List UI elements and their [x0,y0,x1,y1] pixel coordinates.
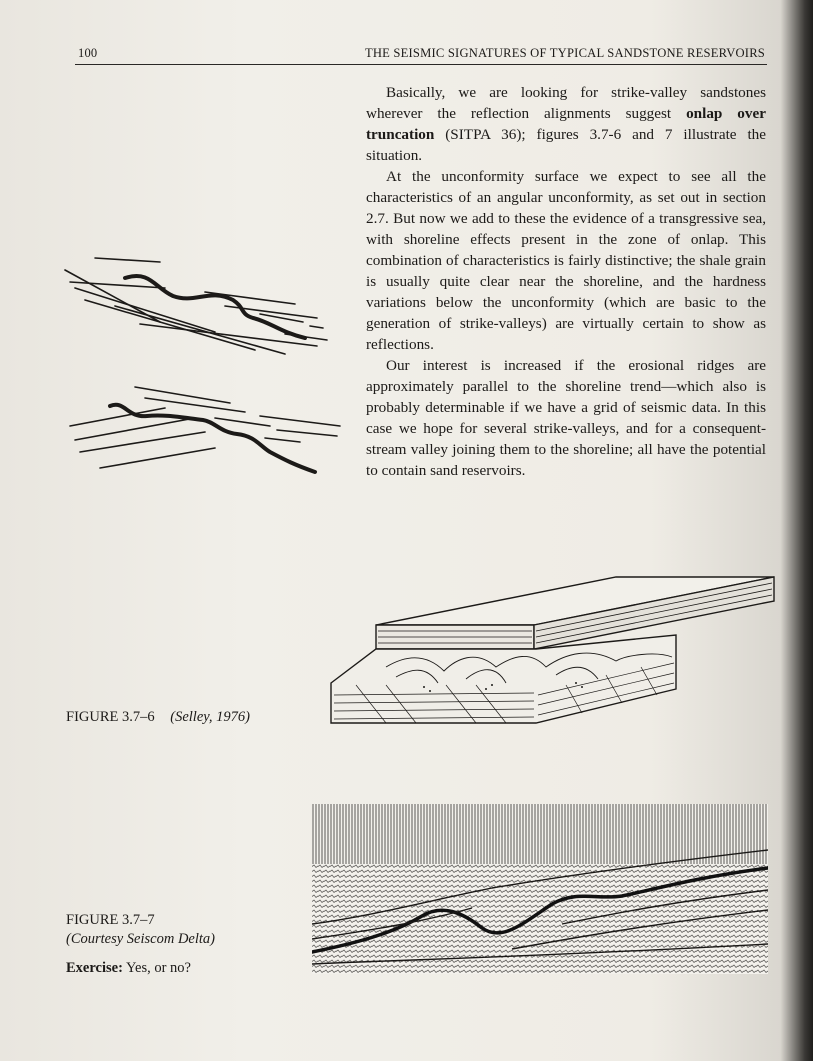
figure-6-caption [66,709,250,726]
stratum-line [85,300,255,350]
exercise-text: Yes, or no? [122,960,191,976]
stratum-line [215,418,270,426]
running-head-title: THE SEISMIC SIGNATURES OF TYPICAL SANDSTONE RESERVOIRS [364,46,765,60]
paragraph-3: Our interest is increased if the erosional ridges are approximately parallel to the shoreline trend—which also is probably determinable if we have a grid of seismic data. In this case we hope for several strike-valleys, and for a consequent-stream valley joining them to the shoreline; all have the potential to contain sand reservoirs. [366,357,766,479]
unconformity-line [125,276,305,338]
stratum-line [135,387,230,403]
seismic-section-figure [312,804,768,974]
shallow-traces [312,804,768,864]
body-text [366,82,766,481]
figure-7-caption [66,911,215,949]
exercise-label: Exercise: [66,960,123,976]
block-diagram-figure [326,575,776,725]
stratum-line [145,398,245,412]
figure-7-label: FIGURE 3.7–7 [66,912,155,928]
paragraph-2: At the unconformity surface we expect to see all the characteristics of an angular unconformity, as set out in section 2.7. But now we add to these the evidence of a transgressive sea, with shoreline effects present in the zone of onlap. This combination of characteristics is fairly distinctive; the shale grain is usually quite clear near the shoreline, and the hardness variations below the unconformity (which are basic to the generation of strike-valleys) are virtually certain to show as reflections. [366,168,766,353]
stratum-line [277,430,337,436]
stratum-line [100,448,215,468]
key-term: onlap over truncation [366,105,766,143]
running-header [75,44,767,65]
figure-7-source: (Courtesy Seiscom Delta) [66,931,215,947]
page-number: 100 [78,46,98,60]
unconformity-line [110,405,315,472]
figure-6-source: (Selley, 1976) [170,709,250,725]
paragraph-1: Basically, we are looking for strike-valley sandstones wherever the reflection alignments suggest onlap over truncation (SITPA 36); figures 3.7-6 and 7 illustrate the situation. [366,84,766,164]
stratum-line [115,306,285,354]
stratum-line [95,258,160,262]
exercise-prompt [66,960,191,977]
stratum-line [310,326,323,328]
stratum-line [265,438,300,442]
stratum-line [260,416,340,426]
figure-6-label: FIGURE 3.7–6 [66,709,155,725]
onlap-schematic-figures [55,240,345,490]
